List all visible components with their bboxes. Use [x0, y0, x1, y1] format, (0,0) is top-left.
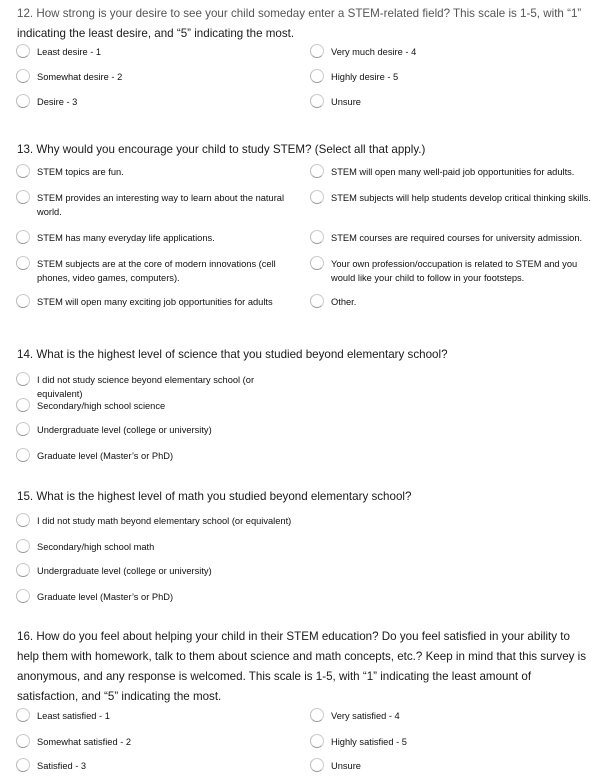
- option-label: Somewhat satisfied - 2: [37, 737, 132, 747]
- option-label: Undergraduate level (college or university): [37, 425, 212, 435]
- option-label: Very much desire - 4: [331, 47, 417, 57]
- option-label: Unsure: [331, 97, 361, 107]
- q12-option[interactable]: [331, 45, 601, 59]
- radio-button-icon[interactable]: [310, 190, 324, 204]
- radio-button-icon[interactable]: [310, 230, 324, 244]
- q13-option[interactable]: [37, 191, 302, 219]
- radio-button-icon[interactable]: [310, 256, 324, 270]
- radio-button-icon[interactable]: [310, 734, 324, 748]
- radio-button-icon[interactable]: [16, 69, 30, 83]
- option-label: Undergraduate level (college or university): [37, 566, 212, 576]
- question-16-title: 16. How do you feel about helping your child in their STEM education? Do you feel satisfied in your ability to help them with homework, talk to them about science and math concepts, etc.? Keep in mind that this survey is anonymous, and any response is welcomed. This scale is 1-5, with “1” indicating the least amount of satisfaction, and “5” indicating the most.: [17, 630, 587, 703]
- q12-option[interactable]: [37, 95, 302, 109]
- option-label: Very satisfied - 4: [331, 711, 400, 721]
- q13-option[interactable]: [331, 231, 601, 245]
- radio-button-icon[interactable]: [310, 164, 324, 178]
- q15-option[interactable]: [37, 540, 302, 554]
- option-label: I did not study math beyond elementary school (or equivalent): [37, 516, 292, 526]
- radio-button-icon[interactable]: [16, 448, 30, 462]
- q15-option[interactable]: [37, 564, 302, 578]
- radio-button-icon[interactable]: [310, 44, 324, 58]
- radio-button-icon[interactable]: [16, 563, 30, 577]
- option-label: Unsure: [331, 761, 361, 771]
- option-label: I did not study science beyond elementary school (or equivalent): [37, 375, 255, 399]
- radio-button-icon[interactable]: [310, 758, 324, 772]
- option-label: STEM will open many well-paid job opportunities for adults.: [331, 167, 575, 177]
- option-label: Satisfied - 3: [37, 761, 87, 771]
- option-label: Highly desire - 5: [331, 72, 399, 82]
- q14-option[interactable]: [37, 373, 302, 401]
- q12-option[interactable]: [37, 45, 302, 59]
- q13-option[interactable]: [37, 295, 302, 309]
- option-label: Your own profession/occupation is related to STEM and you would like your child to follow in your footsteps.: [331, 259, 578, 283]
- radio-button-icon[interactable]: [16, 708, 30, 722]
- option-label: Least satisfied - 1: [37, 711, 110, 721]
- option-label: Graduate level (Master’s or PhD): [37, 451, 174, 461]
- option-label: STEM provides an interesting way to learn about the natural world.: [37, 193, 285, 217]
- q14-option[interactable]: [37, 449, 302, 463]
- option-label: Least desire - 1: [37, 47, 102, 57]
- q14-option[interactable]: [37, 399, 302, 413]
- option-label: STEM has many everyday life applications.: [37, 233, 215, 243]
- q12-option[interactable]: [331, 95, 601, 109]
- q13-option[interactable]: [37, 257, 302, 285]
- option-label: Secondary/high school science: [37, 401, 166, 411]
- q13-option[interactable]: [37, 231, 302, 245]
- radio-button-icon[interactable]: [16, 44, 30, 58]
- q16-option[interactable]: [37, 735, 302, 749]
- radio-button-icon[interactable]: [16, 589, 30, 603]
- q13-option[interactable]: [37, 165, 302, 179]
- radio-button-icon[interactable]: [16, 94, 30, 108]
- q13-option[interactable]: [331, 165, 601, 179]
- q14-option[interactable]: [37, 423, 302, 437]
- q16-option[interactable]: [331, 709, 601, 723]
- question-14-title: 14. What is the highest level of science that you studied beyond elementary school?: [17, 348, 448, 361]
- radio-button-icon[interactable]: [16, 422, 30, 436]
- question-13-title: 13. Why would you encourage your child to study STEM? (Select all that apply.): [17, 143, 426, 156]
- radio-button-icon[interactable]: [310, 69, 324, 83]
- radio-button-icon[interactable]: [16, 398, 30, 412]
- option-label: STEM will open many exciting job opportunities for adults: [37, 297, 273, 307]
- option-label: STEM subjects will help students develop critical thinking skills.: [331, 193, 591, 203]
- radio-button-icon[interactable]: [16, 372, 30, 386]
- radio-button-icon[interactable]: [16, 190, 30, 204]
- q16-option[interactable]: [331, 759, 601, 773]
- radio-button-icon[interactable]: [16, 513, 30, 527]
- q12-option[interactable]: [331, 70, 601, 84]
- option-label: STEM subjects are at the core of modern innovations (cell phones, video games, computers).: [37, 259, 276, 283]
- radio-button-icon[interactable]: [16, 734, 30, 748]
- option-label: Other.: [331, 297, 357, 307]
- radio-button-icon[interactable]: [16, 539, 30, 553]
- q16-option[interactable]: [331, 735, 601, 749]
- option-label: Desire - 3: [37, 97, 78, 107]
- q12-option[interactable]: [37, 70, 302, 84]
- q15-option[interactable]: [37, 590, 302, 604]
- radio-button-icon[interactable]: [16, 294, 30, 308]
- radio-button-icon[interactable]: [310, 708, 324, 722]
- question-15-title: 15. What is the highest level of math you studied beyond elementary school?: [17, 490, 412, 503]
- q13-option[interactable]: [331, 257, 601, 285]
- option-label: Highly satisfied - 5: [331, 737, 407, 747]
- radio-button-icon[interactable]: [16, 758, 30, 772]
- q16-option[interactable]: [37, 759, 302, 773]
- option-label: STEM courses are required courses for university admission.: [331, 233, 583, 243]
- radio-button-icon[interactable]: [16, 230, 30, 244]
- radio-button-icon[interactable]: [16, 164, 30, 178]
- option-label: STEM topics are fun.: [37, 167, 124, 177]
- option-label: Graduate level (Master’s or PhD): [37, 592, 174, 602]
- radio-button-icon[interactable]: [16, 256, 30, 270]
- q13-option[interactable]: [331, 295, 601, 309]
- q16-option[interactable]: [37, 709, 302, 723]
- radio-button-icon[interactable]: [310, 294, 324, 308]
- option-label: Secondary/high school math: [37, 542, 155, 552]
- question-12-title: 12. How strong is your desire to see your child someday enter a STEM-related field? This scale is 1-5, with “1” indicating the least desire, and “5” indicating the most.: [17, 7, 582, 40]
- option-label: Somewhat desire - 2: [37, 72, 123, 82]
- q13-option[interactable]: [331, 191, 601, 205]
- q15-option[interactable]: [37, 514, 302, 528]
- radio-button-icon[interactable]: [310, 94, 324, 108]
